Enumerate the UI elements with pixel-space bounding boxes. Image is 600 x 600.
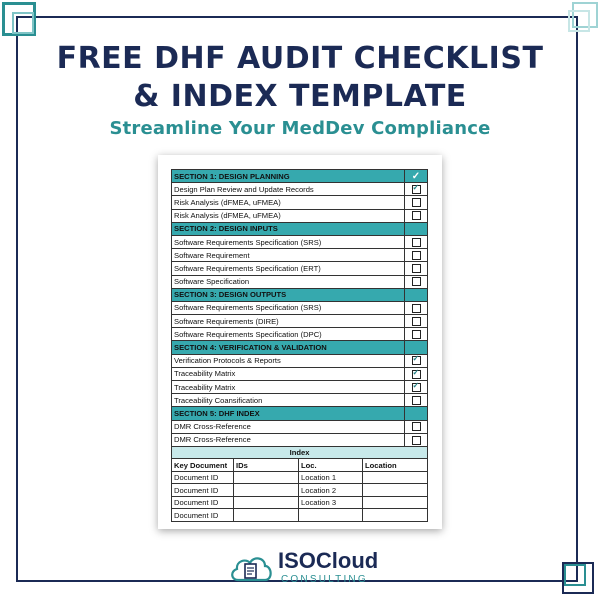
checklist-item <box>172 315 428 328</box>
index-row <box>172 471 428 484</box>
index-cell: Location 1 <box>299 471 363 484</box>
checklist-item <box>172 209 428 222</box>
checklist-item-label: Software Requirement <box>172 249 405 262</box>
checklist-item <box>172 249 428 262</box>
corner-decoration-top-left-inner <box>12 12 34 34</box>
index-table <box>171 446 428 522</box>
index-cell: Document ID <box>172 496 234 509</box>
checklist-item-label: Traceability Matrix <box>172 367 405 380</box>
checklist-item-label: DMR Cross-Reference <box>172 433 405 446</box>
section-title: SECTION 3: DESIGN OUTPUTS <box>172 288 405 301</box>
checkbox-cell <box>405 301 428 314</box>
checklist-item <box>172 275 428 288</box>
index-row <box>172 484 428 497</box>
checkbox-cell <box>405 275 428 288</box>
checklist-item-label: Software Requirements (DIRE) <box>172 315 405 328</box>
checkbox-unchecked[interactable] <box>412 238 421 247</box>
checklist-item <box>172 381 428 394</box>
checkbox-checked[interactable] <box>412 356 421 365</box>
checklist-item-label: Software Requirements Specification (SRS) <box>172 301 405 314</box>
section-check-cell <box>405 341 428 354</box>
checklist-item <box>172 196 428 209</box>
section-title: SECTION 1: DESIGN PLANNING <box>172 170 405 183</box>
checklist-item <box>172 367 428 380</box>
section-header <box>172 222 428 235</box>
index-cell[interactable] <box>234 509 299 522</box>
index-cell[interactable] <box>234 496 299 509</box>
section-title: SECTION 5: DHF INDEX <box>172 407 405 420</box>
checkbox-cell <box>405 315 428 328</box>
index-col-location: Location <box>363 459 428 472</box>
logo-tagline: CONSULTING <box>281 574 368 585</box>
checkbox-unchecked[interactable] <box>412 277 421 286</box>
page-title <box>0 40 600 116</box>
checkbox-cell <box>405 209 428 222</box>
checkbox-cell <box>405 420 428 433</box>
checklist-item <box>172 235 428 248</box>
section-header <box>172 407 428 420</box>
index-cell[interactable] <box>234 484 299 497</box>
checkbox-cell <box>405 328 428 341</box>
page-subtitle: Streamline Your MedDev Compliance <box>109 118 491 139</box>
index-cell[interactable] <box>363 509 428 522</box>
checkbox-cell <box>405 433 428 446</box>
index-cell: Location 3 <box>299 496 363 509</box>
checklist-item-label: Software Requirements Specification (SRS) <box>172 235 405 248</box>
corner-decoration-bottom-right-inner <box>564 564 586 586</box>
checklist-table <box>171 169 428 447</box>
checkbox-cell <box>405 249 428 262</box>
index-title: Index <box>172 446 428 459</box>
index-cell[interactable] <box>363 496 428 509</box>
section-check-icon: ✓ <box>411 170 421 182</box>
index-cell: Document ID <box>172 484 234 497</box>
index-cell[interactable] <box>363 484 428 497</box>
checkbox-unchecked[interactable] <box>412 264 421 273</box>
index-cell[interactable] <box>299 509 363 522</box>
section-check-cell <box>405 170 428 183</box>
corner-decoration-top-right-inner <box>568 10 590 32</box>
section-title: SECTION 4: VERIFICATION & VALIDATION <box>172 341 405 354</box>
checkbox-unchecked[interactable] <box>412 317 421 326</box>
index-cell: Location 2 <box>299 484 363 497</box>
checklist-item-label: Verification Protocols & Reports <box>172 354 405 367</box>
checklist-item <box>172 354 428 367</box>
index-cell: Document ID <box>172 509 234 522</box>
section-header <box>172 288 428 301</box>
checklist-item-label: Software Specification <box>172 275 405 288</box>
checklist-document <box>158 155 442 529</box>
logo-name: ISOCloud <box>278 548 379 573</box>
checkbox-cell <box>405 196 428 209</box>
checklist-item-label: Software Requirements Specification (DPC) <box>172 328 405 341</box>
checklist-item-label: Risk Analysis (dFMEA, uFMEA) <box>172 209 405 222</box>
checkbox-checked[interactable] <box>412 370 421 379</box>
checkbox-cell <box>405 235 428 248</box>
checkbox-cell <box>405 354 428 367</box>
checkbox-unchecked[interactable] <box>412 198 421 207</box>
section-check-cell <box>405 407 428 420</box>
section-check-cell <box>405 222 428 235</box>
index-row <box>172 509 428 522</box>
checklist-item <box>172 183 428 196</box>
checkbox-unchecked[interactable] <box>412 396 421 405</box>
isocloud-logo <box>228 548 388 588</box>
checklist-item-label: Software Requirements Specification (ERT) <box>172 262 405 275</box>
section-header <box>172 341 428 354</box>
index-col-loc: Loc. <box>299 459 363 472</box>
index-cell[interactable] <box>363 471 428 484</box>
checklist-item-label: DMR Cross-Reference <box>172 420 405 433</box>
checklist-item <box>172 394 428 407</box>
checklist-item-label: Design Plan Review and Update Records <box>172 183 405 196</box>
checkbox-unchecked[interactable] <box>412 251 421 260</box>
section-title: SECTION 2: DESIGN INPUTS <box>172 222 405 235</box>
checkbox-cell <box>405 262 428 275</box>
checklist-item-label: Traceability Matrix <box>172 381 405 394</box>
checklist-item-label: Traceability Coansification <box>172 394 405 407</box>
index-col-ids: IDs <box>234 459 299 472</box>
checklist-item <box>172 420 428 433</box>
checkbox-unchecked[interactable] <box>412 211 421 220</box>
checkbox-cell <box>405 183 428 196</box>
cloud-document-icon <box>228 550 274 586</box>
index-cell[interactable] <box>234 471 299 484</box>
section-check-cell <box>405 288 428 301</box>
checkbox-unchecked[interactable] <box>412 436 421 445</box>
checklist-item <box>172 262 428 275</box>
checkbox-unchecked[interactable] <box>412 330 421 339</box>
checkbox-checked[interactable] <box>412 383 421 392</box>
section-header <box>172 170 428 183</box>
index-row <box>172 496 428 509</box>
checklist-item-label: Risk Analysis (dFMEA, uFMEA) <box>172 196 405 209</box>
checklist-item <box>172 328 428 341</box>
title-line-2: & INDEX TEMPLATE <box>133 79 467 114</box>
index-col-key-document: Key Document <box>172 459 234 472</box>
checkbox-cell <box>405 367 428 380</box>
checkbox-checked[interactable] <box>412 185 421 194</box>
title-line-1: FREE DHF AUDIT CHECKLIST <box>56 41 544 76</box>
checkbox-unchecked[interactable] <box>412 304 421 313</box>
checklist-item <box>172 301 428 314</box>
checkbox-unchecked[interactable] <box>412 422 421 431</box>
index-cell: Document ID <box>172 471 234 484</box>
checkbox-cell <box>405 394 428 407</box>
checklist-item <box>172 433 428 446</box>
checkbox-cell <box>405 381 428 394</box>
